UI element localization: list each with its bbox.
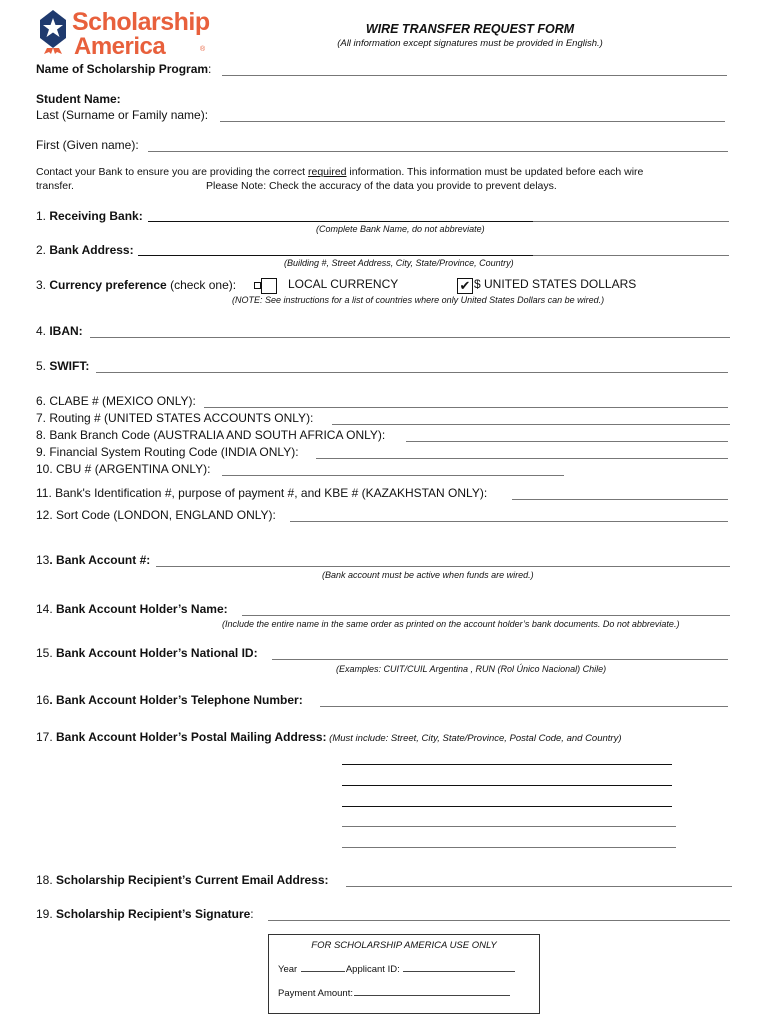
student-name-heading: Student Name:: [36, 92, 121, 106]
swift-input-line[interactable]: [96, 372, 728, 373]
logo-text-america: America: [74, 33, 166, 60]
address-line-5[interactable]: [342, 847, 676, 848]
first-name-label: First (Given name):: [36, 138, 139, 152]
logo-trademark: ®: [200, 46, 206, 53]
holder-national-id-label: 15. Bank Account Holder’s National ID:: [36, 646, 258, 660]
iban-label: 4. IBAN:: [36, 324, 83, 338]
office-payment-input-line[interactable]: [354, 995, 510, 996]
receiving-bank-note: (Complete Bank Name, do not abbreviate): [316, 224, 485, 234]
instructions-line-2b: Please Note: Check the accuracy of the data you provide to prevent delays.: [206, 180, 557, 192]
local-currency-checkbox[interactable]: [261, 278, 277, 294]
program-input-line[interactable]: [222, 75, 727, 76]
india-routing-input-line[interactable]: [316, 458, 728, 459]
holder-name-label: 14. Bank Account Holder’s Name:: [36, 602, 228, 616]
kazakhstan-input-line[interactable]: [512, 499, 728, 500]
instructions-line-1: Contact your Bank to ensure you are providing the correct required information. This information must be updated before each wire: [36, 166, 644, 178]
program-label: Name of Scholarship Program:: [36, 62, 212, 76]
recipient-signature-input-line[interactable]: [268, 920, 730, 921]
form-title: WIRE TRANSFER REQUEST FORM: [365, 22, 575, 36]
holder-address-label: 17. Bank Account Holder’s Postal Mailing Address: (Must include: Street, City, State/Province, Postal Code, and Country): [36, 730, 622, 744]
holder-telephone-input-line[interactable]: [320, 706, 728, 707]
cbu-input-line[interactable]: [222, 475, 564, 476]
bank-address-note: (Building #, Street Address, City, State/Province, Country): [284, 258, 514, 268]
address-line-4[interactable]: [342, 826, 676, 827]
office-year-row: Year Applicant ID:: [278, 964, 515, 975]
usd-currency-checkbox[interactable]: [457, 278, 473, 294]
recipient-email-label: 18. Scholarship Recipient’s Current Email Address:: [36, 873, 329, 887]
office-year-input-line[interactable]: [301, 971, 345, 972]
scholarship-america-logo: [36, 8, 236, 60]
receiving-bank-label: 1. Receiving Bank:: [36, 209, 143, 223]
holder-name-note: (Include the entire name in the same order as printed on the account holder’s bank documents. Do not abbreviate.): [222, 619, 680, 629]
receiving-bank-input-line-ext: [533, 221, 729, 222]
office-applicant-id-input-line[interactable]: [403, 971, 515, 972]
branch-code-input-line[interactable]: [406, 441, 728, 442]
sort-code-input-line[interactable]: [290, 521, 728, 522]
office-use-header: FOR SCHOLARSHIP AMERICA USE ONLY: [311, 940, 497, 951]
sort-code-label: 12. Sort Code (LONDON, ENGLAND ONLY):: [36, 508, 276, 522]
recipient-signature-label: 19. Scholarship Recipient’s Signature:: [36, 907, 254, 921]
kazakhstan-label: 11. Bank's Identification #, purpose of payment #, and KBE # (KAZAKHSTAN ONLY):: [36, 486, 488, 500]
bank-address-input-line-ext: [533, 255, 729, 256]
clabe-input-line[interactable]: [204, 407, 728, 408]
office-use-box: [268, 934, 540, 1014]
address-line-3[interactable]: [342, 806, 672, 807]
address-line-2[interactable]: [342, 785, 672, 786]
local-currency-label: LOCAL CURRENCY: [288, 277, 399, 291]
bank-account-label: 13. Bank Account #:: [36, 553, 151, 567]
currency-label: 3. Currency preference (check one):: [36, 278, 237, 292]
swift-label: 5. SWIFT:: [36, 359, 90, 373]
currency-local-small-box: [254, 282, 261, 289]
check-mark-icon: ✔: [459, 278, 471, 293]
clabe-label: 6. CLABE # (MEXICO ONLY):: [36, 394, 196, 408]
last-name-label: Last (Surname or Family name):: [36, 108, 209, 122]
logo-text-scholarship: Scholarship: [72, 8, 210, 36]
first-name-input-line[interactable]: [148, 151, 728, 152]
iban-input-line[interactable]: [90, 337, 730, 338]
instructions-line-2a: transfer.: [36, 180, 74, 192]
last-name-input-line[interactable]: [220, 121, 725, 122]
recipient-email-input-line[interactable]: [346, 886, 732, 887]
bank-address-input-line[interactable]: [138, 255, 533, 256]
routing-input-line[interactable]: [332, 424, 730, 425]
logo-star-icon: [38, 8, 68, 54]
office-payment-row: Payment Amount:: [278, 988, 510, 999]
india-routing-label: 9. Financial System Routing Code (INDIA ONLY):: [36, 445, 299, 459]
cbu-label: 10. CBU # (ARGENTINA ONLY):: [36, 462, 211, 476]
form-subtitle: (All information except signatures must be provided in English.): [337, 38, 603, 49]
branch-code-label: 8. Bank Branch Code (AUSTRALIA AND SOUTH AFRICA ONLY):: [36, 428, 386, 442]
currency-note: (NOTE: See instructions for a list of countries where only United States Dollars can be wired.): [232, 295, 605, 305]
holder-national-id-input-line[interactable]: [272, 659, 728, 660]
holder-national-id-note: (Examples: CUIT/CUIL Argentina , RUN (Rol Único Nacional) Chile): [336, 664, 607, 674]
receiving-bank-input-line[interactable]: [148, 221, 533, 222]
bank-account-note: (Bank account must be active when funds are wired.): [322, 570, 534, 580]
bank-address-label: 2. Bank Address:: [36, 243, 134, 257]
holder-telephone-label: 16. Bank Account Holder’s Telephone Number:: [36, 693, 303, 707]
bank-account-input-line[interactable]: [156, 566, 730, 567]
holder-name-input-line[interactable]: [242, 615, 730, 616]
address-line-1[interactable]: [342, 764, 672, 765]
usd-currency-label: $ UNITED STATES DOLLARS: [474, 277, 637, 291]
routing-label: 7. Routing # (UNITED STATES ACCOUNTS ONLY):: [36, 411, 314, 425]
